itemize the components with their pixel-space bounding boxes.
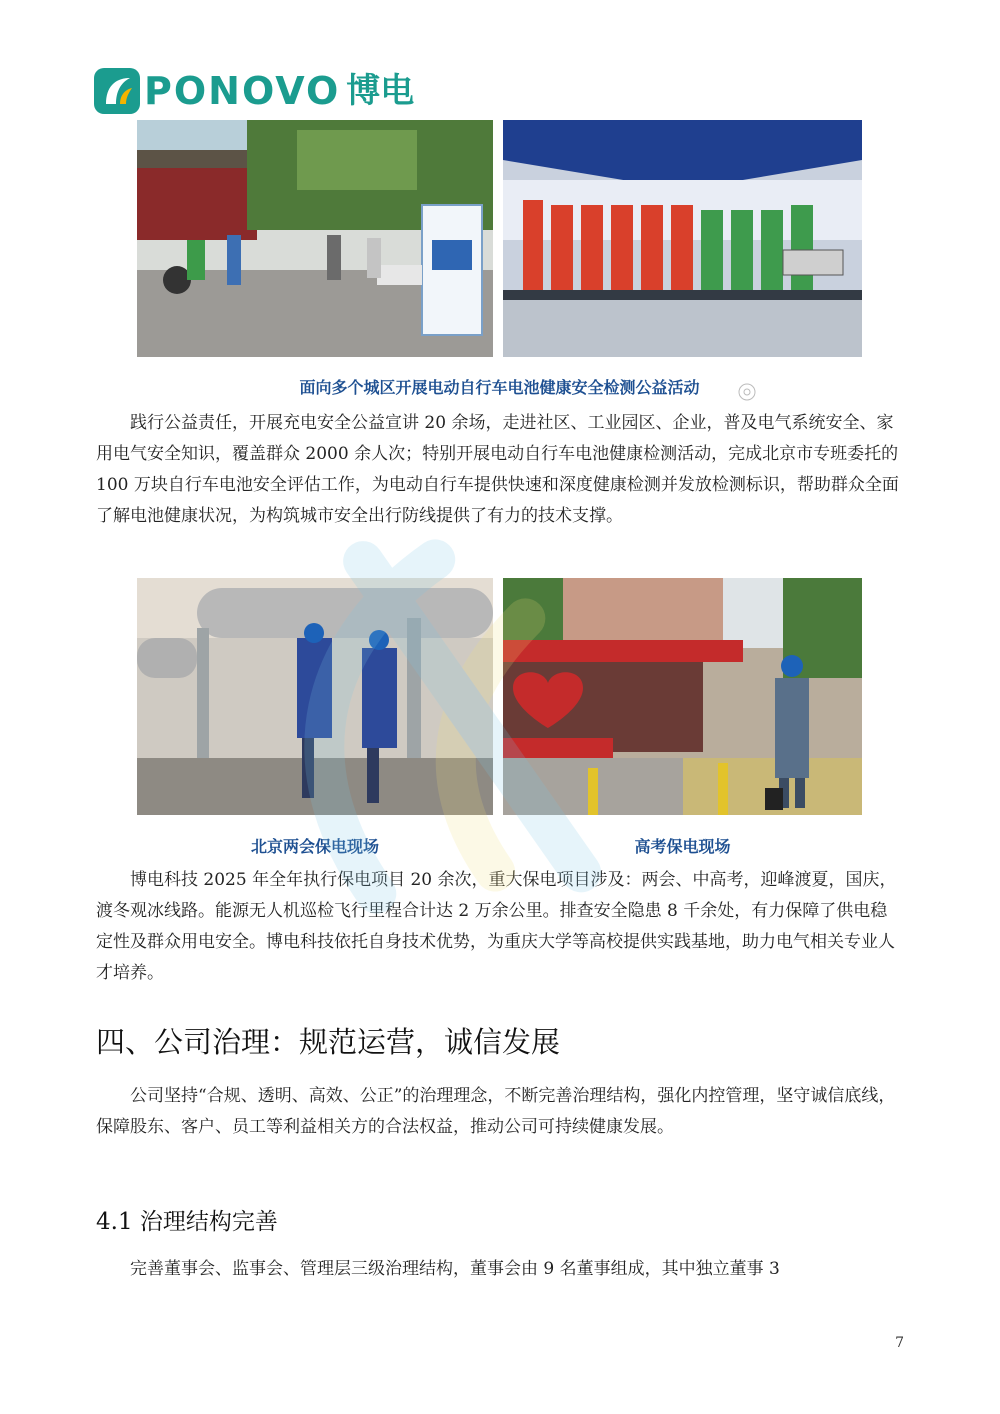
logo-mark-icon bbox=[94, 68, 140, 114]
subsection-heading-structure: 4.1 治理结构完善 bbox=[96, 1209, 278, 1235]
paragraph-power-protection: 博电科技 2025 年全年执行保电项目 20 余次，重大保电项目涉及：两会、中高考，迎峰渡夏，国庆，渡冬观冰线路。能源无人机巡检飞行里程合计达 2 万余公里。排查安全隐患 8 千余处，有力保障了供电稳定性及群众用电安全。博电科技依托自身技术优势，为重庆大学等高校提供实践基地，助力电气相关专业人才培养。 bbox=[96, 870, 897, 983]
paragraph-governance-philosophy: 公司坚持“合规、透明、高效、公正”的治理理念，不断完善治理结构，强化内控管理，坚守诚信底线，保障股东、客户、员工等利益相关方的合法权益，推动公司可持续健康发展。 bbox=[96, 1086, 896, 1137]
photo-caption-two-sessions: 北京两会保电现场 bbox=[250, 837, 379, 856]
logo-chinese-text: 博电 bbox=[346, 71, 415, 111]
photo-caption-row1: 面向多个城区开展电动自行车电池健康安全检测公益活动 bbox=[299, 378, 700, 397]
photo-caption-college-exam: 高考保电现场 bbox=[634, 837, 731, 856]
section-heading-governance: 四、公司治理：规范运营，诚信发展 bbox=[96, 1025, 561, 1059]
paragraph-public-welfare: 践行公益责任，开展充电安全公益宣讲 20 余场，走进社区、工业园区、企业，普及电气系统安全、家用电气安全知识，覆盖群众 2000 余人次；特别开展电动自行车电池健康检测活动，完成北京市专班委托的 100 万块自行车电池安全评估工作，为电动自行车提供快速和深度健康检测并发放检测标识，帮助群众全面了解电池健康状况，为构筑城市安全出行防线提供了有力的技术支撑。 bbox=[96, 413, 899, 526]
photo-volunteer-team bbox=[503, 120, 862, 357]
paragraph-governance-structure: 完善董事会、监事会、管理层三级治理结构，董事会由 9 名董事组成，其中独立董事 3 bbox=[130, 1259, 780, 1279]
logo-text: PONOVO bbox=[144, 69, 341, 113]
photo-two-sessions-power bbox=[137, 578, 493, 815]
page-number: 7 bbox=[895, 1335, 904, 1351]
watermark-stamp-icon bbox=[737, 382, 757, 402]
photo-college-exam-power bbox=[503, 578, 862, 815]
photo-community-battery-check bbox=[137, 120, 493, 357]
company-logo bbox=[94, 66, 414, 116]
